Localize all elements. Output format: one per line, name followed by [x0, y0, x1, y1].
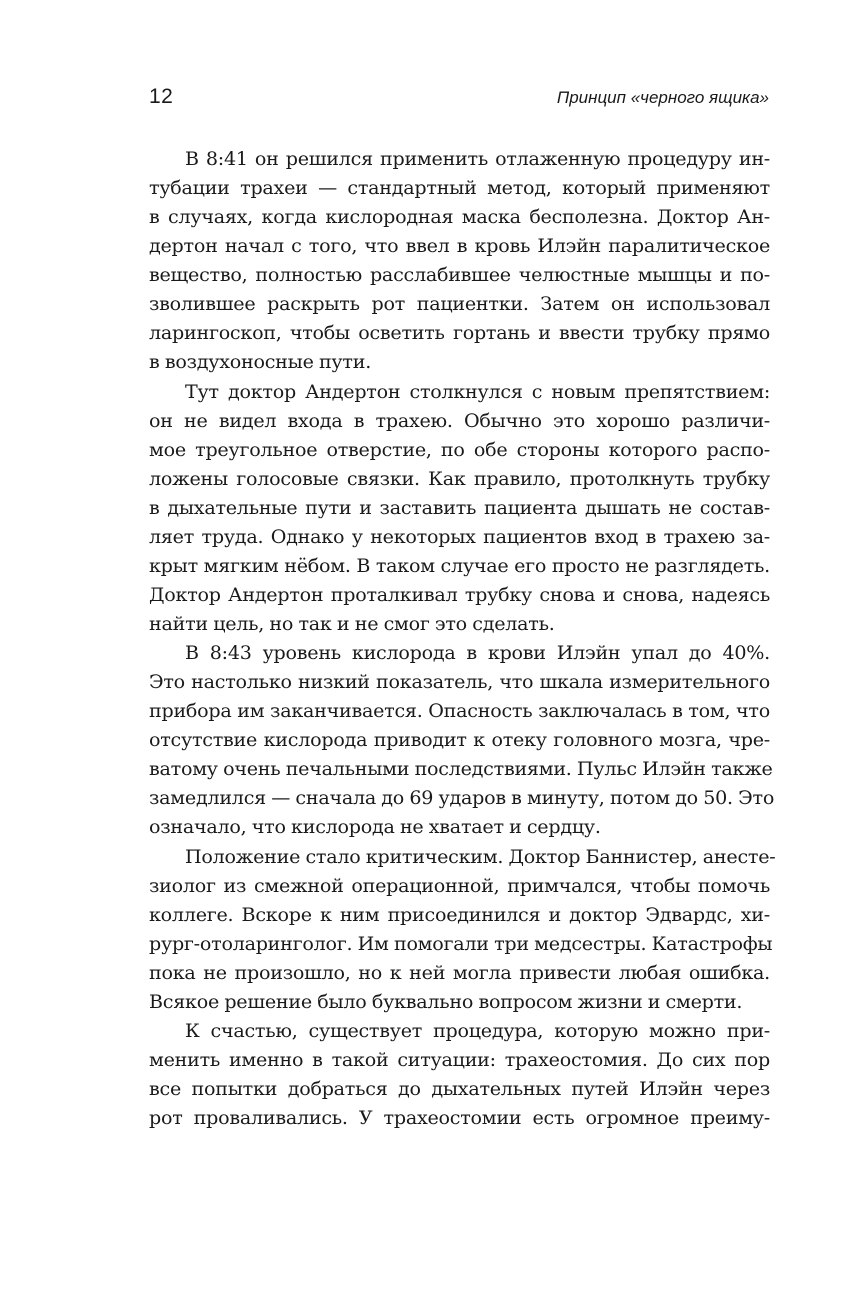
- text-line: он не видел входа в трахею. Обычно это хорошо различи-: [149, 408, 770, 432]
- text-line: найти цель, но так и не смог это сделать.: [149, 612, 555, 635]
- paragraph-obstacle: [149, 377, 770, 639]
- text-line: пока не произошло, но к ней могла привести любая ошибка.: [149, 960, 770, 984]
- text-line: К счастью, существует процедура, которую можно при-: [185, 1018, 770, 1042]
- text-line: Доктор Андертон проталкивал трубку снова и снова, надеясь: [149, 582, 770, 606]
- paragraph-intubation: [149, 144, 770, 377]
- paragraph-tracheostomy: [149, 1016, 770, 1132]
- page-number: 12: [149, 85, 174, 108]
- text-line: крыт мягким нёбом. В таком случае его просто не разглядеть.: [149, 553, 770, 577]
- text-line: ложены голосовые связки. Как правило, протолкнуть трубку: [149, 466, 770, 490]
- text-line: рург-отоларинголог. Им помогали три медсестры. Катастрофы: [149, 931, 773, 955]
- text-line: замедлился — сначала до 69 ударов в минуту, потом до 50. Это: [149, 786, 775, 810]
- text-line: Это настолько низкий показатель, что шкала измерительного: [149, 670, 770, 694]
- running-title: Принцип «черного ящика»: [556, 88, 769, 107]
- text-line: прибора им заканчивается. Опасность заключалась в том, что: [149, 699, 770, 723]
- text-line: дертон начал с того, что ввел в кровь Илэйн паралитическое: [149, 234, 770, 258]
- text-line: все попытки добраться до дыхательных путей Илэйн через: [149, 1077, 770, 1100]
- text-line: зиолог из смежной операционной, примчался, чтобы помочь: [149, 873, 770, 897]
- text-line: Тут доктор Андертон столкнулся с новым препятствием:: [185, 379, 770, 403]
- text-line: ляет труда. Однако у некоторых пациентов вход в трахею за-: [149, 524, 770, 548]
- text-line: мое треугольное отверстие, по обе стороны которого распо-: [149, 437, 770, 461]
- text-line: в воздухоносные пути.: [149, 350, 372, 374]
- body-text: [149, 144, 776, 1132]
- paragraph-critical: [149, 842, 776, 1016]
- text-line: в случаях, когда кислородная маска бесполезна. Доктор Ан-: [149, 205, 770, 229]
- text-line: В 8:43 уровень кислорода в крови Илэйн упал до 40%.: [185, 641, 770, 665]
- text-line: зволившее раскрыть рот пациентки. Затем он использовал: [149, 292, 770, 316]
- text-line: менить именно в такой ситуации: трахеостомия. До сих пор: [149, 1047, 770, 1071]
- text-line: означало, что кислорода не хватает и сердцу.: [149, 815, 601, 839]
- running-header: [149, 82, 769, 112]
- text-line: Всякое решение было буквально вопросом жизни и смерти.: [149, 989, 743, 1013]
- text-line: коллеге. Вскоре к ним присоединился и доктор Эдвардс, хи-: [149, 902, 770, 926]
- paragraph-oxygen-drop: [149, 638, 775, 841]
- text-line: ларингоскоп, чтобы осветить гортань и ввести трубку прямо: [149, 321, 770, 345]
- text-line: вещество, полностью расслабившее челюстные мышцы и по-: [149, 263, 770, 287]
- text-line: Положение стало критическим. Доктор Баннистер, анесте-: [185, 844, 776, 868]
- text-line: ватому очень печальными последствиями. Пульс Илэйн также: [149, 757, 773, 781]
- text-line: в дыхательные пути и заставить пациента дышать не состав-: [149, 495, 770, 519]
- text-line: тубации трахеи — стандартный метод, который применяют: [149, 176, 770, 200]
- text-line: рот проваливались. У трахеостомии есть огромное преиму-: [149, 1106, 770, 1130]
- text-line: В 8:41 он решился применить отлаженную процедуру ин-: [185, 147, 770, 170]
- text-line: отсутствие кислорода приводит к отеку головного мозга, чре-: [149, 728, 770, 752]
